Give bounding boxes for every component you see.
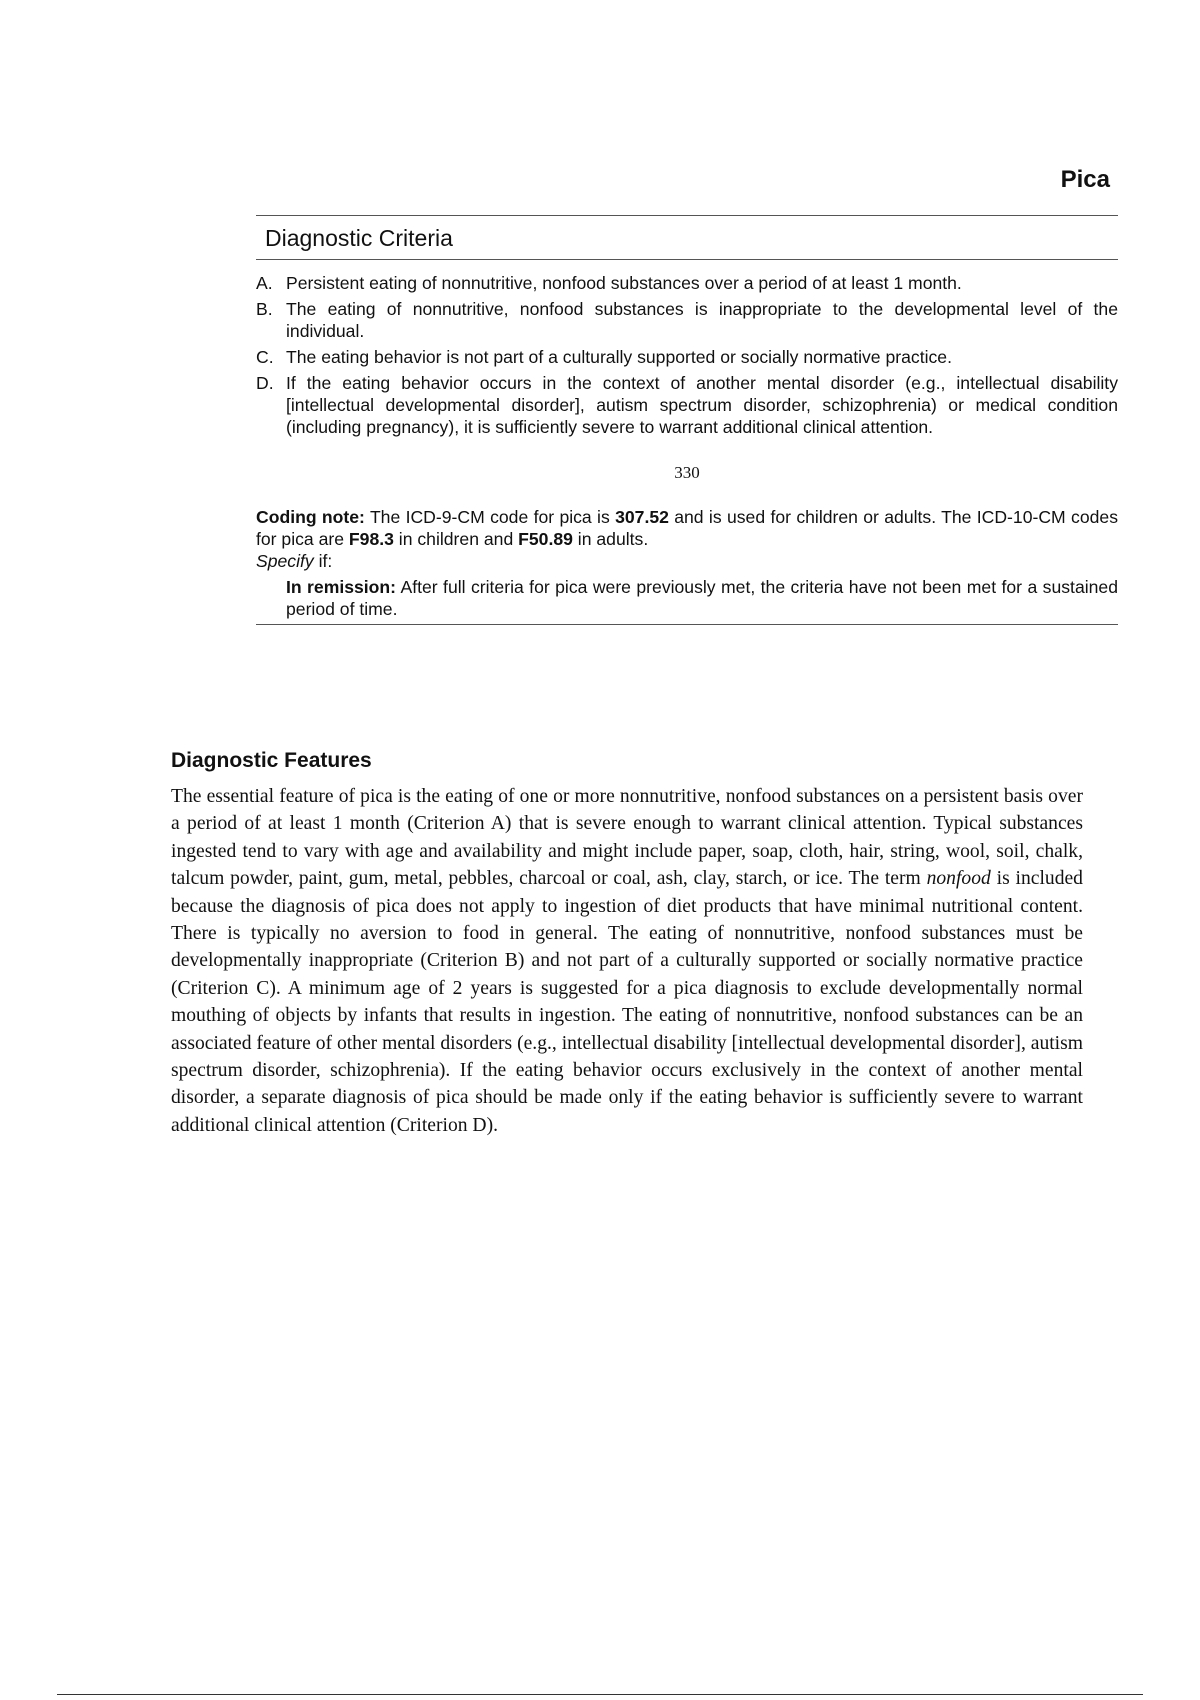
features-emphasis: nonfood: [926, 868, 991, 890]
icd9-code: 307.52: [615, 507, 669, 527]
coding-note-paragraph: [256, 506, 1118, 550]
criterion-text: If the eating behavior occurs in the context of another mental disorder (e.g., intellectual disability [intellectual developmental disorder], autism spectrum disorder, schizophrenia) or medical condition (including pregnancy), it is sufficiently severe to warrant additional clinical attention.: [286, 373, 1118, 437]
coding-note: [256, 506, 1118, 572]
remission-label: In remission:: [286, 577, 397, 597]
criterion-letter: C.: [256, 347, 274, 367]
criteria-heading: Diagnostic Criteria: [265, 225, 453, 251]
features-text: is included because the diagnosis of pica does not apply to ingestion of diet products that have minimal nutritional content. There is typically no aversion to food in general. The eating of nonnutritive, nonfood substances must be developmentally inappropriate (Criterion B) and not part of a culturally supported or socially normative practice (Criterion C). A minimum age of 2 years is suggested for a pica diagnosis to exclude developmentally normal mouthing of objects by infants that results in ingestion. The eating of nonnutritive, nonfood substances can be an associated feature of other mental disorders (e.g., intellectual disability [intellectual developmental disorder], autism spectrum disorder, schizophrenia). If the eating behavior occurs exclusively in the context of another mental disorder, a separate diagnosis of pica should be made only if the eating behavior is sufficiently severe to warrant additional clinical attention (Criterion D).: [171, 868, 1083, 1136]
specify-line: [256, 550, 1118, 572]
criteria-bottom-rule: [256, 624, 1118, 625]
criterion-d: [256, 372, 1118, 438]
icd10-code-children: F98.3: [348, 529, 394, 549]
coding-note-text: in children and: [393, 529, 519, 549]
criterion-text: The eating behavior is not part of a culturally supported or socially normative practice.: [286, 347, 952, 367]
features-text: The essential feature of pica is the eating of one or more nonnutritive, nonfood substances on a persistent basis over a period of at least 1 month (Criterion A) that is severe enough to warrant clinical attention. Typical substances ingested tend to vary with age and availability and might include paper, soap, cloth, hair, string, wool, soil, chalk, talcum powder, paint, gum, metal, pebbles, charcoal or coal, ash, clay, starch, or ice. The term: [171, 786, 1083, 890]
icd10-code-adults: F50.89: [518, 529, 573, 549]
coding-note-text: in adults.: [572, 529, 649, 549]
features-paragraph: [171, 783, 1083, 1139]
criterion-a: [256, 272, 1118, 294]
remission-specifier: [256, 572, 1118, 624]
criterion-letter: A.: [256, 273, 273, 293]
criterion-b: [256, 298, 1118, 342]
diagnostic-criteria-box: [256, 215, 1118, 625]
coding-note-label: Coding note:: [256, 507, 365, 527]
criterion-c: [256, 346, 1118, 368]
page-number: 330: [674, 463, 700, 482]
criterion-text: The eating of nonnutritive, nonfood substances is inappropriate to the developmental level of the individual.: [286, 299, 1118, 341]
specify-label: Specify: [256, 551, 314, 571]
coding-note-text: and is used for children or adults. The ICD-10-CM codes for pica are: [256, 507, 1118, 549]
remission-text: After full criteria for pica were previously met, the criteria have not been met for a sustained period of time.: [286, 577, 1118, 619]
criterion-letter: D.: [256, 373, 274, 393]
coding-note-text: The ICD-9-CM code for pica is: [364, 507, 616, 527]
specify-suffix: if:: [313, 551, 333, 571]
criterion-letter: B.: [256, 299, 273, 319]
criterion-text: Persistent eating of nonnutritive, nonfood substances over a period of at least 1 month.: [286, 273, 962, 293]
page-title: Pica: [1060, 166, 1110, 193]
diagnostic-features-section: [171, 748, 1083, 1139]
features-heading: Diagnostic Features: [171, 749, 372, 772]
footer-rule: [57, 1694, 1143, 1695]
criteria-list: [256, 260, 1118, 438]
